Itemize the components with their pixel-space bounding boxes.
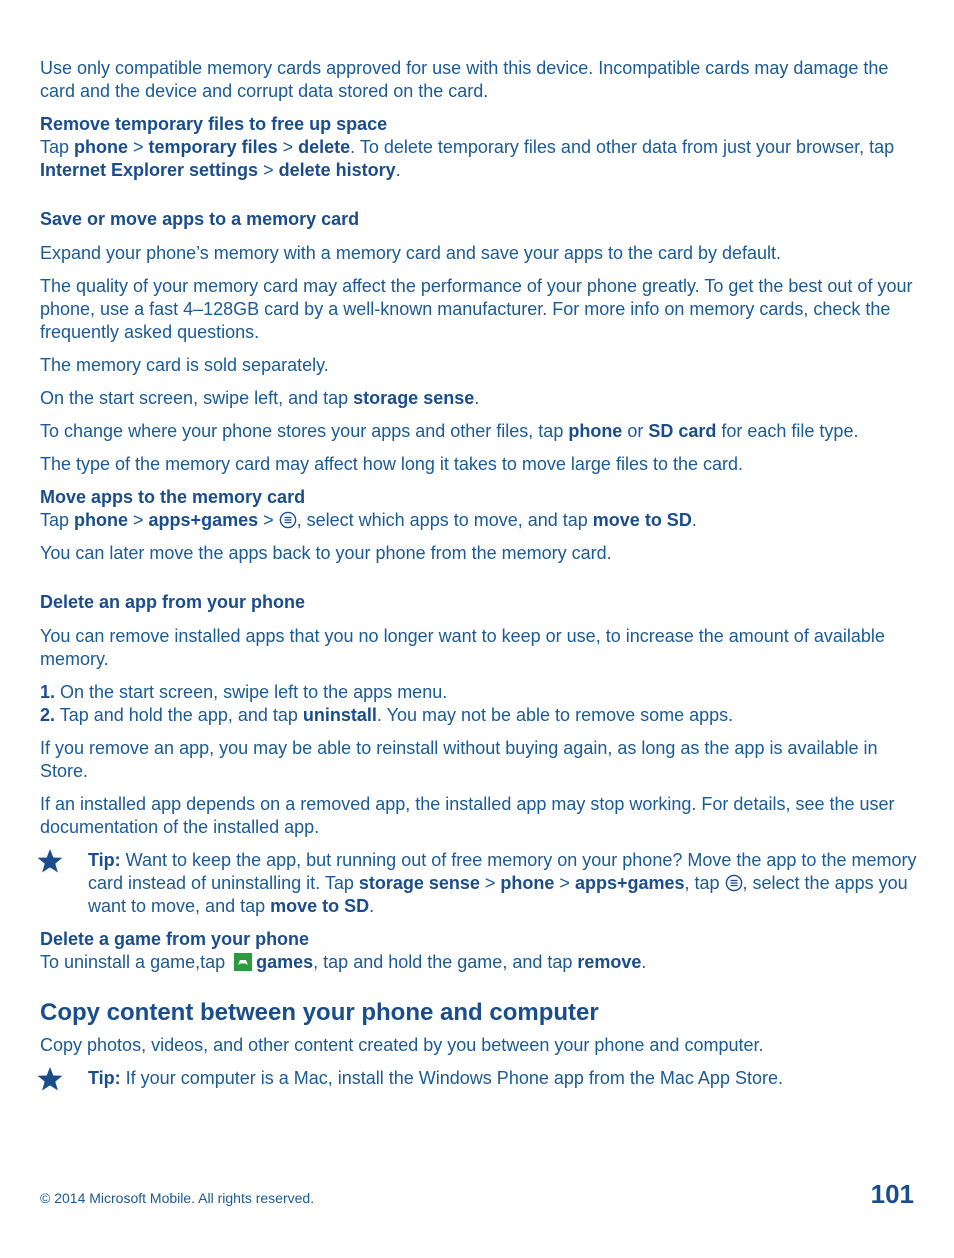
footer-copyright: © 2014 Microsoft Mobile. All rights reserved. <box>40 1190 315 1206</box>
save-move-p3: The memory card is sold separately. <box>40 355 329 375</box>
delete-game-title: Delete a game from your phone <box>40 929 310 949</box>
save-move-p5: To change where your phone stores your apps and other files, tap phone or SD card for each file type. <box>40 421 859 441</box>
intro-paragraph: Use only compatible memory cards approved for use with this device. Incompatible cards may damage the card and the device and corrupt data stored on the card. <box>40 58 889 101</box>
save-move-p4: On the start screen, swipe left, and tap storage sense. <box>40 388 480 408</box>
save-move-p1: Expand your phone’s memory with a memory card and save your apps to the card by default. <box>40 243 782 263</box>
delete-app-step-2: 2. Tap and hold the app, and tap uninstall. You may not be able to remove some apps. <box>40 705 734 725</box>
move-apps-title: Move apps to the memory card <box>40 487 306 507</box>
delete-app-p2: If you remove an app, you may be able to reinstall without buying again, as long as the app is available in Store. <box>40 738 878 781</box>
delete-app-step-1: 1. On the start screen, swipe left to the apps menu. <box>40 682 448 702</box>
delete-game-instructions: To uninstall a game,tap games, tap and hold the game, and tap remove. <box>40 952 647 972</box>
page-number: 101 <box>870 1179 914 1209</box>
page-content <box>40 57 920 1100</box>
save-move-p2: The quality of your memory card may affect the performance of your phone greatly. To get the best out of your phone, use a fast 4–128GB card by a well-known manufacturer. For more info on memory cards, check the frequently asked questions. <box>40 276 913 342</box>
copy-p1: Copy photos, videos, and other content created by you between your phone and computer. <box>40 1035 764 1055</box>
delete-app-p3: If an installed app depends on a removed app, the installed app may stop working. For details, see the user documentation of the installed app. <box>40 794 895 837</box>
move-apps-p2: You can later move the apps back to your phone from the memory card. <box>40 543 612 563</box>
tip-mac-text: Tip: If your computer is a Mac, install the Windows Phone app from the Mac App Store. <box>88 1068 783 1088</box>
remove-temp-title: Remove temporary files to free up space <box>40 114 388 134</box>
menu-list-icon <box>279 511 297 529</box>
move-apps-instructions: Tap phone > apps+games > , select which apps to move, and tap move to SD. <box>40 510 697 530</box>
copy-heading: Copy content between your phone and computer <box>40 999 599 1026</box>
star-icon <box>36 1065 64 1093</box>
tip-keep-app <box>40 849 920 918</box>
remove-temp-paragraph: Tap phone > temporary files > delete. To delete temporary files and other data from just your browser, tap Internet Explorer settings > delete history. <box>40 137 895 180</box>
tip-mac <box>40 1067 920 1090</box>
save-move-heading: Save or move apps to a memory card <box>40 209 360 229</box>
menu-list-icon <box>725 874 743 892</box>
delete-app-p1: You can remove installed apps that you no longer want to keep or use, to increase the amount of available memory. <box>40 626 885 669</box>
save-move-p6: The type of the memory card may affect how long it takes to move large files to the card. <box>40 454 744 474</box>
games-icon <box>234 953 252 971</box>
delete-app-heading: Delete an app from your phone <box>40 592 306 612</box>
tip-keep-app-text: Tip: Want to keep the app, but running out of free memory on your phone? Move the app to the memory card instead of uninstalling it. Tap storage sense > phone > apps+games, tap , select the apps you want to move, and tap move to SD. <box>88 850 917 916</box>
star-icon <box>36 847 64 875</box>
